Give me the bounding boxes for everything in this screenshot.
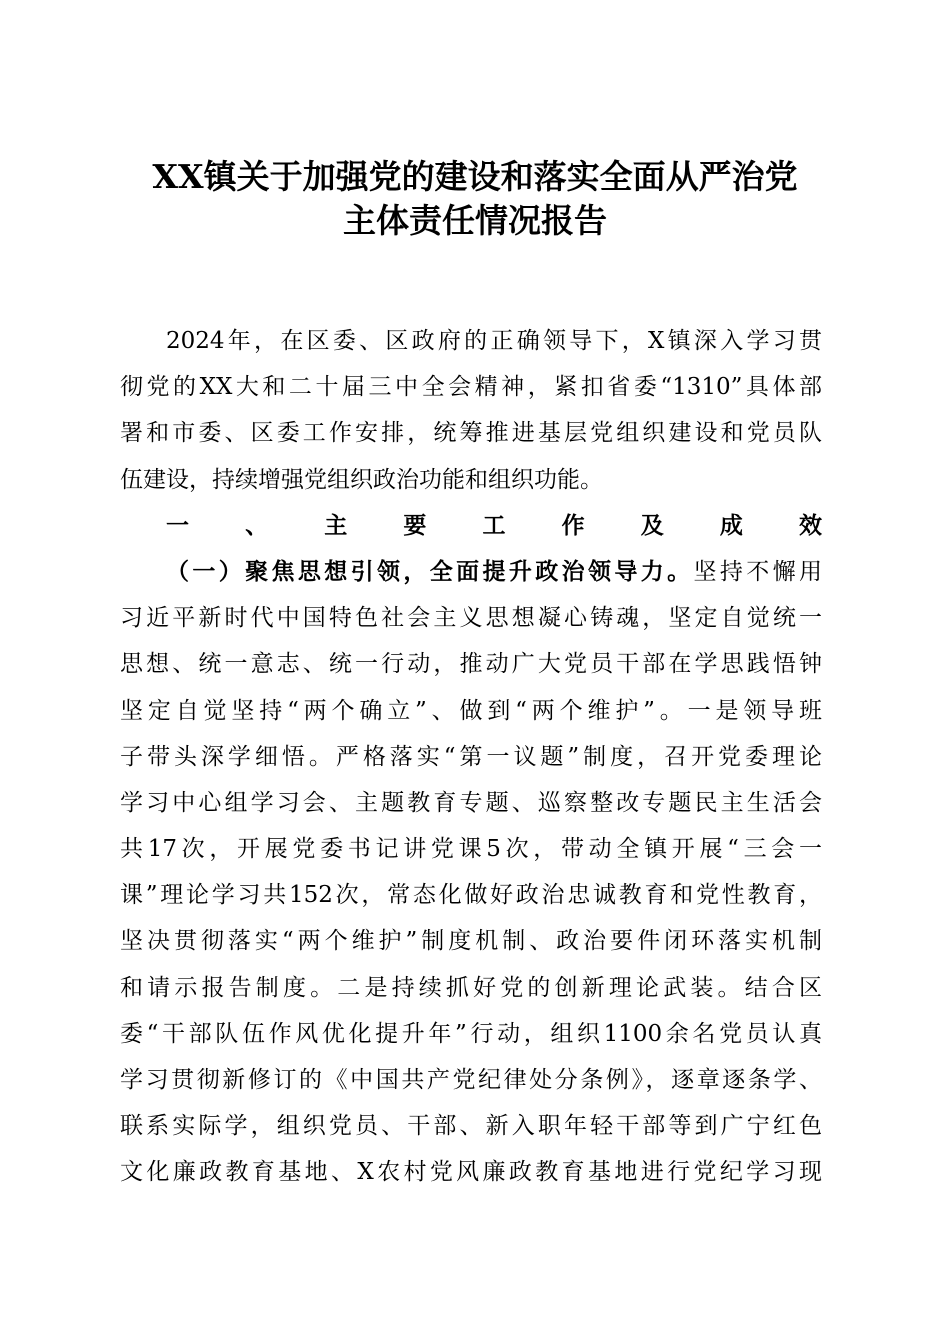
paragraph-line: 坚决贯彻落实“两个维护”制度机制、政治要件闭环落实机制 <box>120 928 822 955</box>
paragraph-line: 学习中心组学习会、主题教育专题、巡察整改专题民主生活会 <box>120 789 822 816</box>
paragraph-text: 坚持不懈用 <box>693 558 822 585</box>
sub-heading: （一）聚焦思想引领，全面提升政治领导力。 <box>166 558 694 585</box>
document-title <box>100 155 850 243</box>
paragraph-line: 思想、统一意志、统一行动，推动广大党员干部在学思践悟钟 <box>120 651 822 678</box>
paragraph-line: 委“干部队伍作风优化提升年”行动，组织1100余名党员认真 <box>120 1020 822 1047</box>
intro-line: 2024年，在区委、区政府的正确领导下，X镇深入学习贯 <box>166 328 822 354</box>
title-line-2: 主体责任情况报告 <box>343 201 607 240</box>
intro-line: 彻党的XX大和二十届三中全会精神，紧扣省委“1310”具体部 <box>120 374 822 401</box>
sub-heading-line <box>120 549 822 595</box>
paragraph-line: 学习贯彻新修订的《中国共产党纪律处分条例》，逐章逐条学、 <box>120 1067 822 1093</box>
paragraph-line: 习近平新时代中国特色社会主义思想凝心铸魂，坚定自觉统一 <box>120 605 822 632</box>
section-heading: 一、主要工作及成效 <box>166 512 822 539</box>
paragraph-line: 坚定自觉坚持“两个确立”、做到“两个维护”。一是领导班 <box>120 697 822 724</box>
document-body <box>120 318 822 1196</box>
paragraph-line: 课”理论学习共152次，常态化做好政治忠诚教育和党性教育， <box>120 882 822 909</box>
title-line-1: XX镇关于加强党的建设和落实全面从严治党 <box>152 157 798 196</box>
intro-line: 伍建设，持续增强党组织政治功能和组织功能。 <box>120 466 603 493</box>
paragraph-line: 子带头深学细悟。严格落实“第一议题”制度，召开党委理论 <box>120 743 822 770</box>
intro-line: 署和市委、区委工作安排，统筹推进基层党组织建设和党员队 <box>120 420 822 447</box>
paragraph-line: 共17次，开展党委书记讲党课5次，带动全镇开展“三会一 <box>120 836 822 863</box>
paragraph-line: 和请示报告制度。二是持续抓好党的创新理论武装。结合区 <box>120 974 822 1001</box>
paragraph-line: 联系实际学，组织党员、干部、新入职年轻干部等到广宁红色 <box>120 1113 822 1140</box>
paragraph-line: 文化廉政教育基地、X农村党风廉政教育基地进行党纪学习现 <box>120 1159 822 1186</box>
